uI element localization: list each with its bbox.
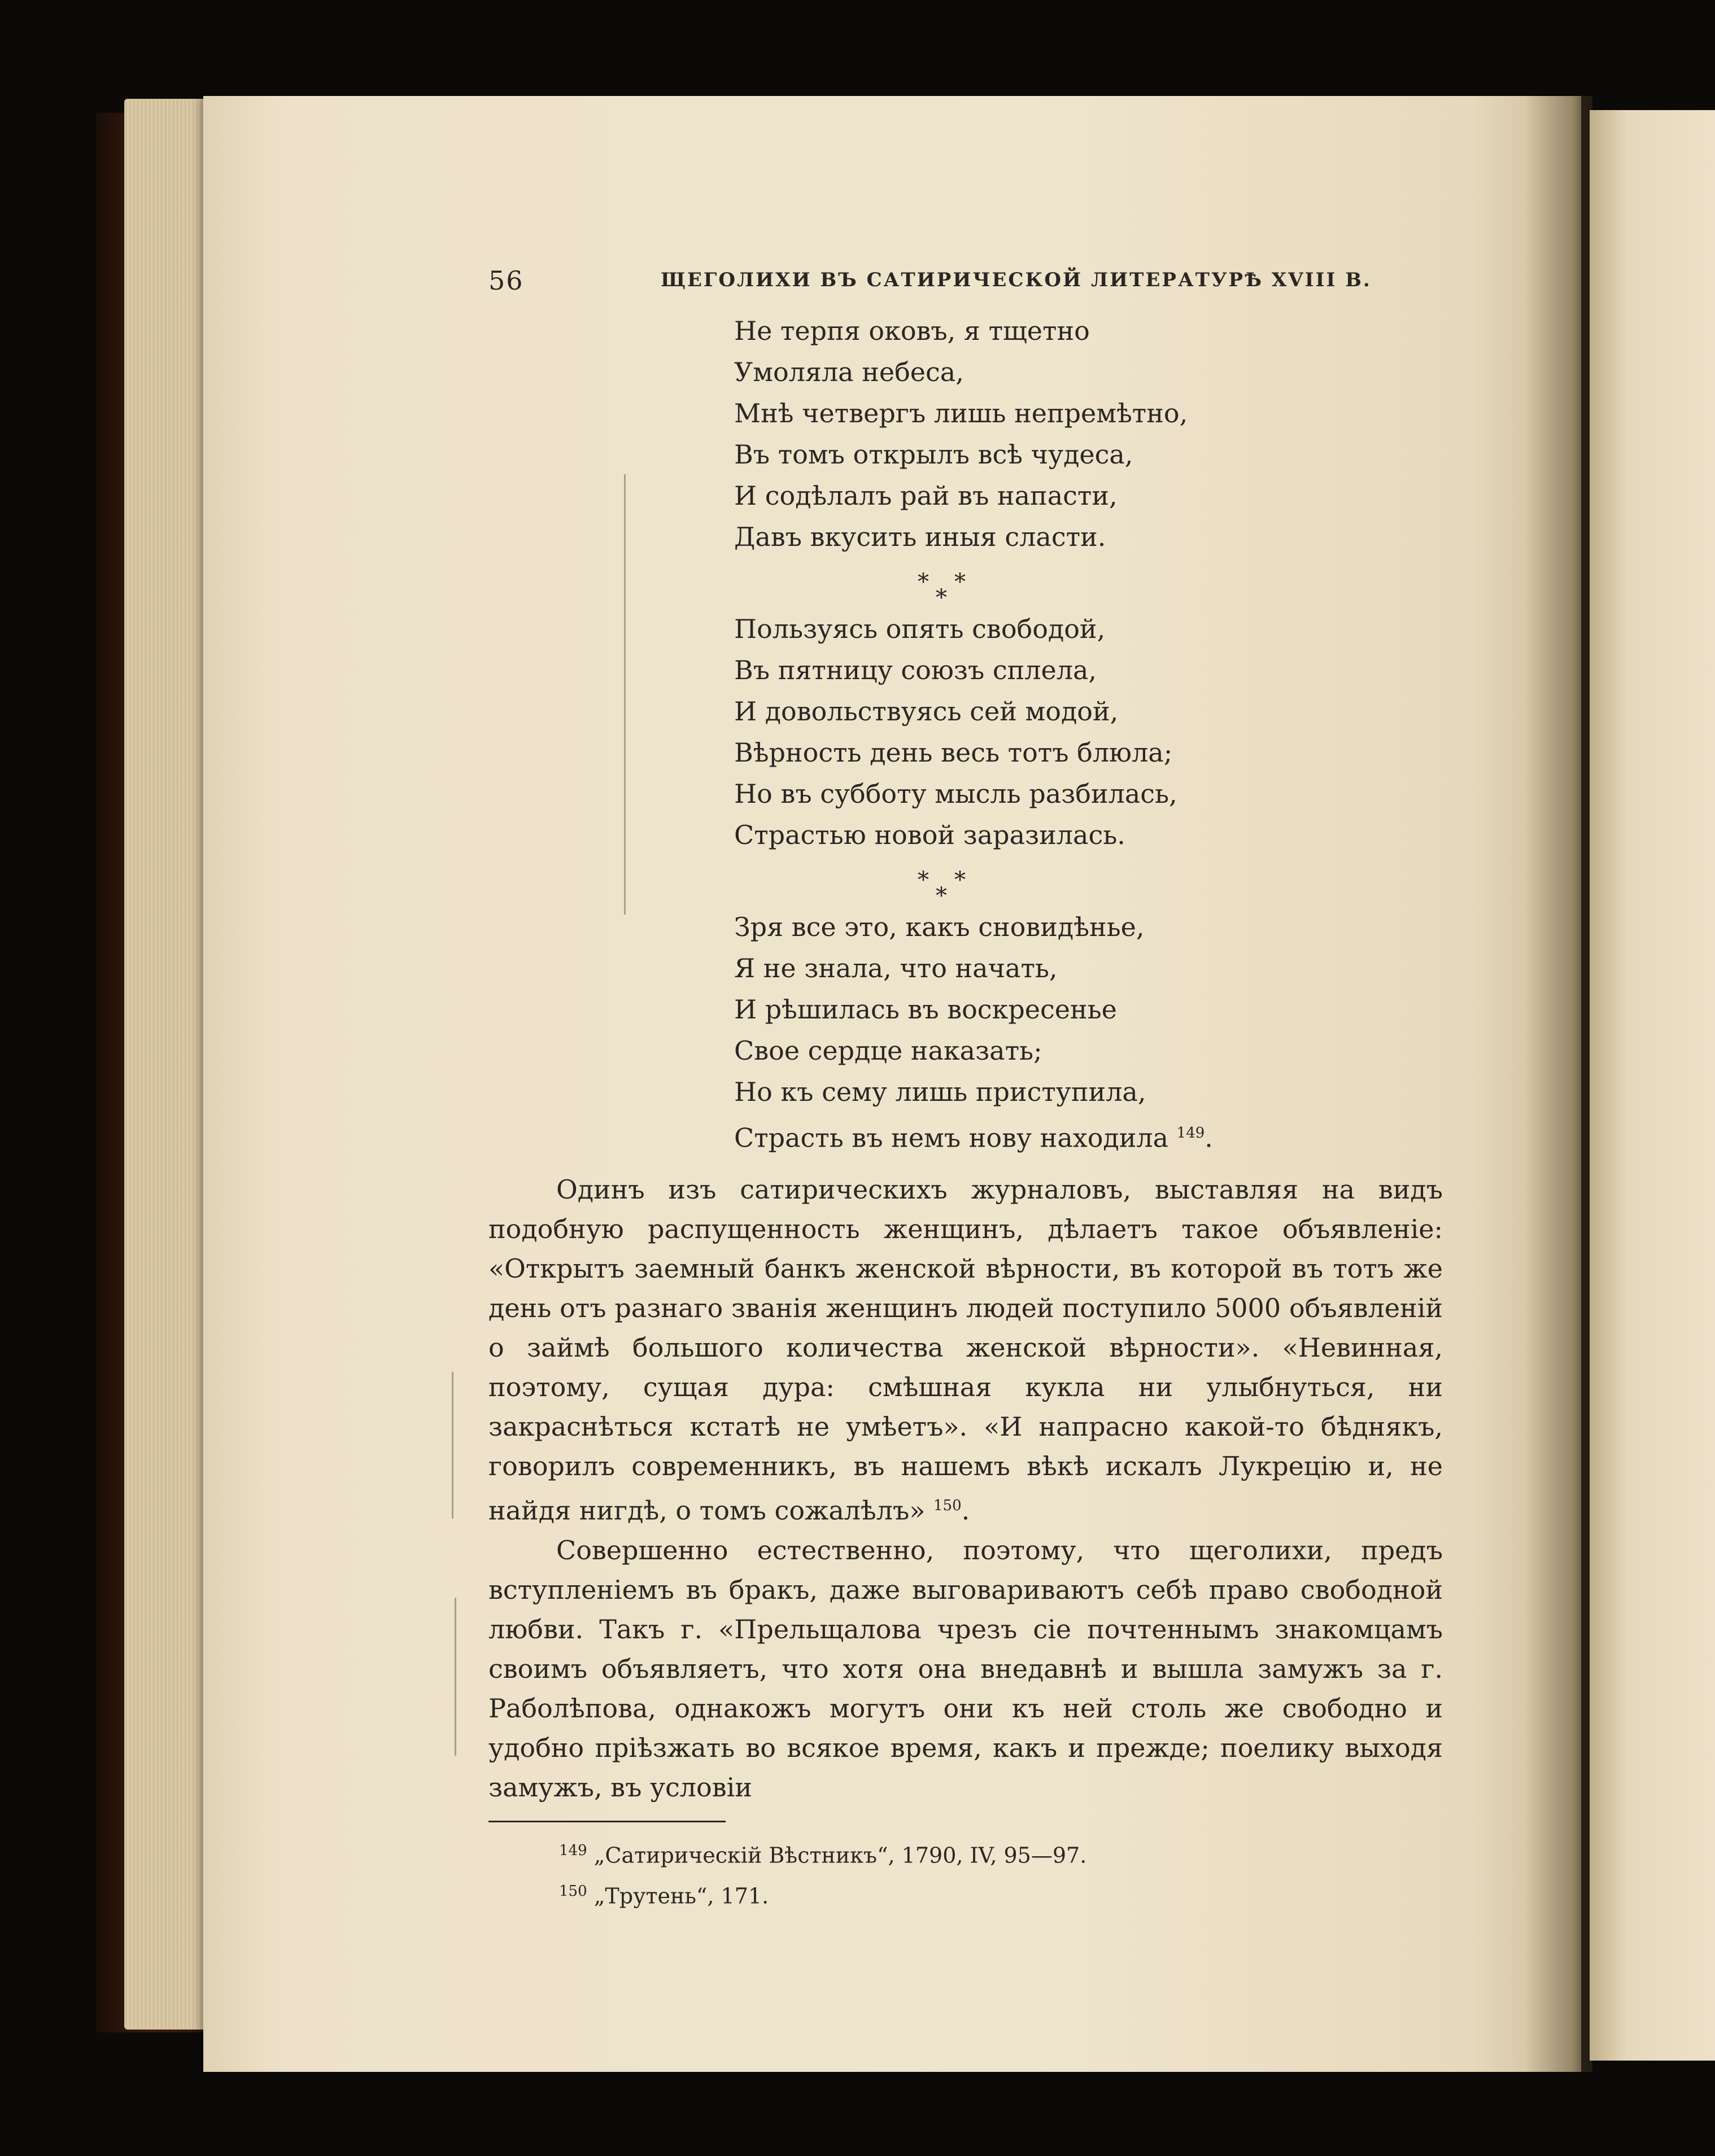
verse-line: Зря все это, какъ сновидѣнье, bbox=[734, 912, 1145, 942]
book-gutter bbox=[1525, 96, 1592, 2072]
verse-line-text: Страсть въ немъ нову находила bbox=[734, 1122, 1169, 1153]
verse-line: Но къ сему лишь приступила, bbox=[734, 1077, 1146, 1107]
asterism bbox=[918, 558, 997, 609]
verse-line: Страстью новой заразилась. bbox=[734, 820, 1125, 850]
footnote-number: 149 bbox=[559, 1842, 587, 1859]
punctuation: . bbox=[1205, 1122, 1213, 1153]
footnote-text: „Трутень“, 171. bbox=[594, 1883, 769, 1909]
footnote bbox=[559, 1833, 1443, 1874]
body-text bbox=[488, 1170, 1443, 1807]
footnote-number: 150 bbox=[559, 1883, 587, 1900]
page-header bbox=[488, 265, 1443, 305]
verse-line: Умоляла небеса, bbox=[734, 357, 964, 387]
poem-stanza-1 bbox=[734, 311, 1443, 558]
verse-line: Въ пятницу союзъ сплела, bbox=[734, 655, 1097, 685]
asterisk: * bbox=[954, 867, 966, 893]
verse-line: Пользуясь опять свободой, bbox=[734, 614, 1106, 644]
asterisk: * bbox=[936, 883, 947, 909]
asterisk: * bbox=[954, 569, 966, 595]
footnote-ref: 149 bbox=[1176, 1125, 1205, 1142]
page-content bbox=[488, 265, 1443, 1914]
footnotes bbox=[559, 1833, 1443, 1914]
verse-line: Но въ субботу мысль разбилась, bbox=[734, 779, 1177, 809]
verse-line: Въ томъ открылъ всѣ чудеса, bbox=[734, 439, 1133, 470]
poem-stanza-2 bbox=[734, 609, 1443, 856]
verse-line: Вѣрность день весь тотъ блюла; bbox=[734, 737, 1173, 768]
punctuation: . bbox=[961, 1495, 970, 1526]
paragraph-text: Одинъ изъ сатирическихъ журналовъ, выставляя на видъ подобную распущенность женщинъ, дѣлаетъ такое объявленіе: «Открытъ заемный банкъ женской вѣрности, въ которой въ тотъ же день отъ разнаго званія женщинъ людей поступило 5000 объявленій о займѣ большого количества женской вѣрности». «Невинная, поэтому, сущая дура: смѣшная кукла ни улыбнуться, ни закраснѣться кстатѣ не умѣетъ». «И напрасно какой-то бѣднякъ, говорилъ современникъ, въ нашемъ вѣкѣ искалъ Лукрецію и, не найдя нигдѣ, о томъ сожалѣлъ» bbox=[488, 1174, 1443, 1526]
verse-line: Давъ вкусить иныя сласти. bbox=[734, 522, 1106, 552]
verse-line: Мнѣ четвергъ лишь непремѣтно, bbox=[734, 398, 1188, 428]
paragraph: Совершенно естественно, поэтому, что щеголихи, предъ вступленіемъ въ бракъ, даже выговариваютъ себѣ право свободной любви. Такъ г. «Прельщалова чрезъ сіе почтеннымъ знакомцамъ своимъ объявляетъ, что хотя она внедавнѣ и вышла замужъ за г. Раболѣпова, однакожъ могутъ они къ ней столь же свободно и удобно пріѣзжать во всякое время, какъ и прежде; поелику выходя замужъ, въ условіи bbox=[488, 1534, 1443, 1803]
footnote-text: „Сатирическій Вѣстникъ“, 1790, IV, 95—97. bbox=[594, 1843, 1087, 1868]
footnote-rule bbox=[488, 1821, 726, 1822]
footnote bbox=[559, 1873, 1443, 1914]
poem-stanza-3 bbox=[734, 907, 1443, 1158]
verse-line: Я не знала, что начать, bbox=[734, 953, 1058, 983]
margin-pencil-mark bbox=[452, 1372, 453, 1519]
facing-page-edge bbox=[1590, 110, 1715, 2061]
running-head: ЩЕГОЛИХИ ВЪ САТИРИЧЕСКОЙ ЛИТЕРАТУРѢ XVIII В. bbox=[661, 269, 1372, 291]
asterisk: * bbox=[918, 569, 929, 595]
asterisk: * bbox=[936, 585, 947, 611]
verse-line: Не терпя оковъ, я тщетно bbox=[734, 316, 1090, 346]
verse-line: Свое сердце наказать; bbox=[734, 1035, 1042, 1066]
verse-line bbox=[734, 1113, 1443, 1158]
margin-pencil-mark bbox=[455, 1598, 456, 1756]
verse-line: И содѣлалъ рай въ напасти, bbox=[734, 480, 1118, 511]
paragraph bbox=[488, 1170, 1443, 1530]
asterism bbox=[918, 856, 997, 907]
page-number: 56 bbox=[488, 265, 524, 296]
verse-line: И рѣшилась въ воскресенье bbox=[734, 994, 1117, 1025]
verse-line: И довольствуясь сей модой, bbox=[734, 696, 1119, 727]
footnote-ref: 150 bbox=[933, 1497, 962, 1515]
asterisk: * bbox=[918, 867, 929, 893]
